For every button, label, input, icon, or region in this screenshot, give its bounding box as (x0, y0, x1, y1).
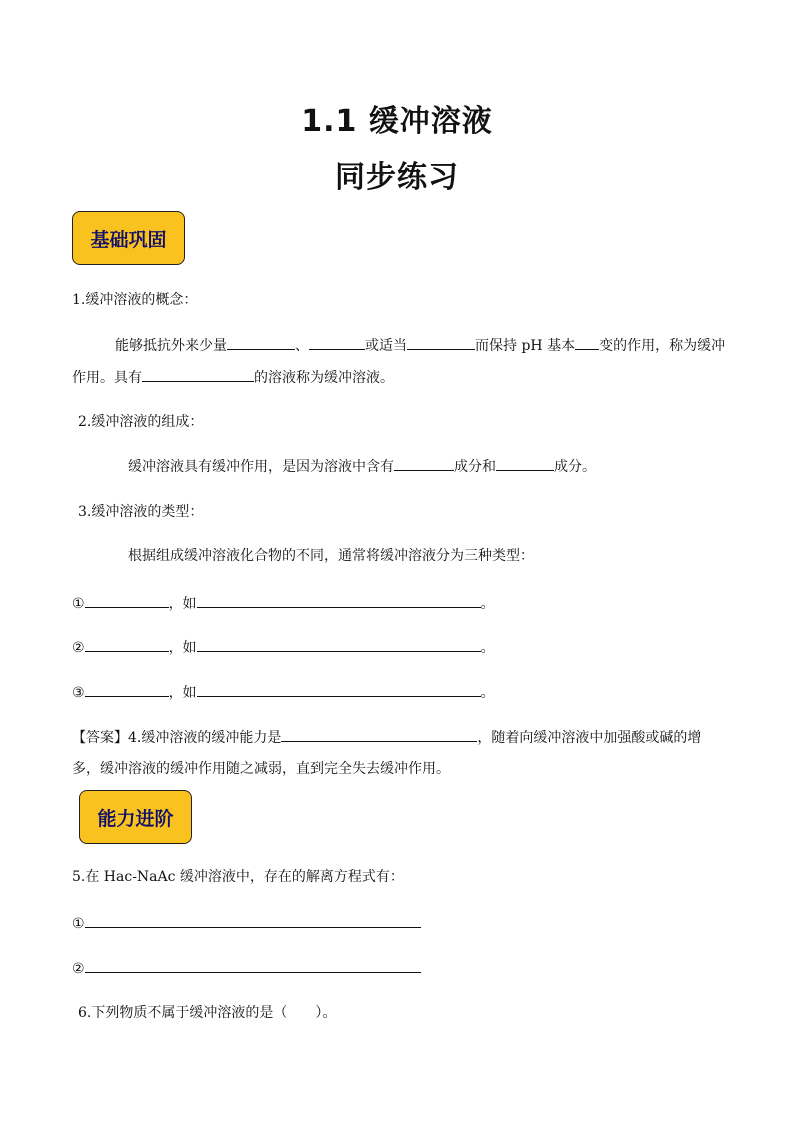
blank[interactable] (496, 456, 554, 471)
blank[interactable] (309, 335, 365, 350)
q4-text-a: 4.缓冲溶液的缓冲能力是 (128, 730, 282, 746)
blank[interactable] (85, 913, 421, 928)
blank[interactable] (85, 682, 169, 697)
item-marker: ① (72, 916, 85, 932)
blank[interactable] (575, 335, 599, 350)
item-end: 。 (480, 596, 495, 612)
question-2-line (128, 456, 596, 477)
page-title: 1.1 缓冲溶液 (301, 104, 493, 139)
question-1-stem: 1.缓冲溶液的概念： (72, 292, 198, 308)
question-5-stem: 5.在 Hac-NaAc 缓冲溶液中，存在的解离方程式有： (72, 869, 404, 885)
blank[interactable] (281, 727, 477, 742)
question-1-line-1 (115, 335, 725, 356)
answer-tag: 【答案】 (72, 730, 128, 746)
blank[interactable] (197, 637, 481, 652)
question-3-stem: 3.缓冲溶液的类型： (78, 504, 204, 520)
question-4-line-1 (72, 727, 701, 748)
question-5-item (72, 913, 421, 934)
blank[interactable] (85, 958, 421, 973)
question-3-item (72, 637, 495, 658)
blank[interactable] (85, 637, 169, 652)
question-3-item (72, 593, 495, 614)
q4-text-b: ，随着向缓冲溶液中加强酸或碱的增 (477, 730, 702, 746)
blank[interactable] (142, 367, 254, 382)
q2-text-b: 成分和 (454, 459, 496, 475)
item-separator: ，如 (168, 685, 197, 701)
item-marker: ③ (72, 685, 85, 701)
question-3-item (72, 682, 495, 703)
blank[interactable] (197, 682, 481, 697)
item-marker: ② (72, 961, 85, 977)
q1-text-a: 能够抵抗外来少量 (115, 338, 227, 354)
blank[interactable] (85, 593, 169, 608)
item-end: 。 (480, 685, 495, 701)
section-badge-basic: 基础巩固 (72, 211, 185, 265)
q1-text-b: 、 (295, 338, 309, 354)
item-separator: ，如 (168, 640, 197, 656)
blank[interactable] (407, 335, 475, 350)
section-badge-advanced: 能力进阶 (79, 790, 192, 844)
q1-text-g: 的溶液称为缓冲溶液。 (254, 370, 394, 386)
q1-text-c: 或适当 (365, 338, 407, 354)
q1-text-e: 变的作用，称为缓冲 (599, 338, 726, 354)
q1-text-d: 而保持 pH 基本 (475, 338, 576, 354)
q2-text-c: 成分。 (554, 459, 596, 475)
page-subtitle: 同步练习 (335, 160, 459, 195)
question-6-stem: 6.下列物质不属于缓冲溶液的是（ ）。 (78, 1005, 337, 1021)
question-1-line-2 (72, 367, 394, 388)
question-5-item (72, 958, 421, 979)
blank[interactable] (197, 593, 481, 608)
blank[interactable] (227, 335, 295, 350)
question-4-line-2: 多，缓冲溶液的缓冲作用随之减弱，直到完全失去缓冲作用。 (72, 761, 450, 777)
question-2-stem: 2.缓冲溶液的组成： (78, 414, 204, 430)
item-separator: ，如 (168, 596, 197, 612)
q2-text-a: 缓冲溶液具有缓冲作用，是因为溶液中含有 (128, 459, 394, 475)
question-3-intro: 根据组成缓冲溶液化合物的不同，通常将缓冲溶液分为三种类型： (128, 548, 534, 564)
item-end: 。 (480, 640, 495, 656)
q1-text-f: 作用。具有 (72, 370, 142, 386)
item-marker: ② (72, 640, 85, 656)
blank[interactable] (394, 456, 454, 471)
item-marker: ① (72, 596, 85, 612)
